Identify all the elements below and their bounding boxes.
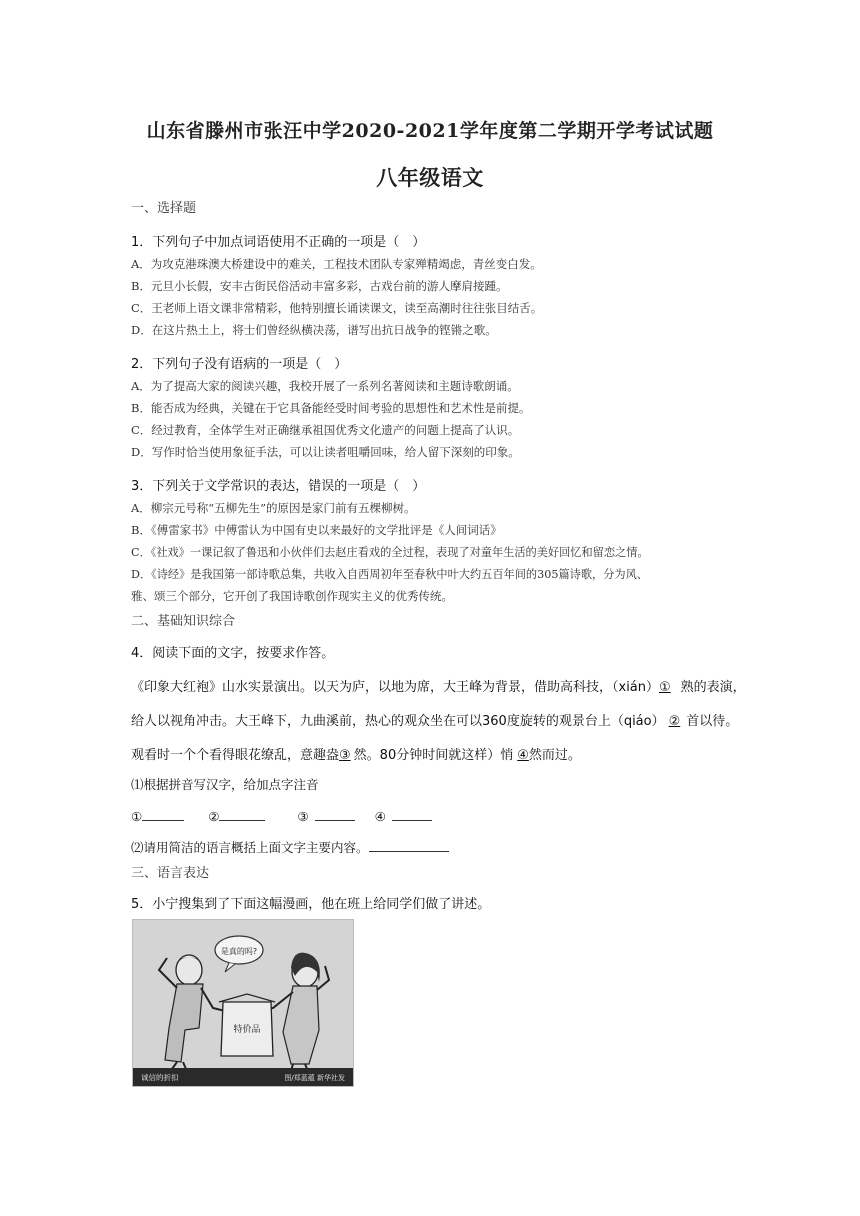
answer-blank-3[interactable]: ③ <box>297 809 354 824</box>
blank-marker-3: ③ <box>339 748 351 763</box>
question-1-option-c: C．王老师上语文课非常精彩，他特别擅长诵读课文，读至高潮时往往张目结舌。 <box>131 301 543 315</box>
question-2-stem: 2．下列句子没有语病的一项是（ ） <box>131 357 348 372</box>
blank-marker-2: ② <box>668 714 681 729</box>
box-label: 特价品 <box>233 1025 261 1035</box>
question-3-stem: 3．下列关于文学常识的表达，错误的一项是（ ） <box>131 479 426 494</box>
passage-text: 然而过。 <box>528 748 581 763</box>
question-1-option-a: A．为攻克港珠澳大桥建设中的难关，工程技术团队专家殚精竭虑，青丝变白发。 <box>131 257 542 271</box>
question-1-stem: 1．下列句子中加点词语使用不正确的一项是（ ） <box>131 235 426 250</box>
summary-answer-blank[interactable] <box>369 839 449 852</box>
caption-left: 诚信的折扣 <box>141 1073 179 1082</box>
question-1-option-d: D．在这片热土上，将士们曾经纵横决荡，谱写出抗日战争的铿锵之歌。 <box>131 323 497 337</box>
question-3-option-d: D．《诗经》是我国第一部诗歌总集，共收入自西周初年至春秋中叶大约五百年间的305篇诗歌，分为风、 <box>131 568 648 581</box>
answer-blanks-row <box>131 808 432 824</box>
question-2-option-b: B．能否成为经典，关键在于它具备能经受时间考验的思想性和艺术性是前提。 <box>131 401 531 415</box>
question-3-option-b: B．《傅雷家书》中傅雷认为中国有史以来最好的文学批评是《人间词话》 <box>131 523 502 537</box>
question-3-option-c: C．《社戏》一课记叙了鲁迅和小伙伴们去赵庄看戏的全过程，表现了对童年生活的美好回忆和留恋之情。 <box>131 546 649 559</box>
passage-text: 观看时一个个看得眼花缭乱，意趣盎 <box>131 748 340 763</box>
comic-image <box>132 919 354 1087</box>
blank-marker-4: ④ <box>517 748 529 763</box>
question-2-option-a: A．为了提高大家的阅读兴趣，我校开展了一系列名著阅读和主题诗歌朗诵。 <box>131 379 519 393</box>
section-heading-choice: 一、选择题 <box>131 201 197 216</box>
answer-blank-4[interactable]: ④ <box>375 809 432 824</box>
passage-text: 首以待。 <box>686 714 739 729</box>
blank-marker-1: ① <box>659 680 671 695</box>
question-4-passage-line-2 <box>131 710 738 729</box>
document-subtitle: 八年级语文 <box>376 165 484 190</box>
caption-right: 图/郑蓝蕴 新华社发 <box>284 1074 345 1082</box>
passage-text: 熟的表演， <box>680 680 746 695</box>
question-1-option-b: B．元旦小长假，安丰古街民俗活动丰富多彩，古戏台前的游人摩肩接踵。 <box>131 279 508 293</box>
question-3-option-a: A．柳宗元号称“五柳先生”的原因是家门前有五棵柳树。 <box>131 501 416 515</box>
question-4-stem: 4．阅读下面的文字，按要求作答。 <box>131 646 335 661</box>
answer-blank-1[interactable]: ① <box>131 809 184 824</box>
passage-text: 然。80分钟时间就这样）悄 <box>353 748 514 763</box>
question-4-sub-1: ⑴根据拼音写汉字，给加点字注音 <box>131 777 319 792</box>
passage-text: 给人以视角冲击。大王峰下，九曲溪前，热心的观众坐在可以360度旋转的观景台上（qiáo） <box>131 714 665 729</box>
question-5-stem: 5．小宁搜集到了下面这幅漫画，他在班上给同学们做了讲述。 <box>131 897 491 912</box>
section-heading-basic: 二、基础知识综合 <box>131 614 236 629</box>
bubble-text: 是真的吗? <box>220 947 258 956</box>
passage-text: 《印象大红袍》山水实景演出。以天为庐，以地为席，大王峰为背景，借助高科技，（xián） <box>131 680 660 695</box>
question-4-sub-2: ⑵请用简洁的语言概括上面文字主要内容。 <box>131 838 449 856</box>
question-2-option-c: C．经过教育，全体学生对正确继承祖国优秀文化遗产的问题上提高了认识。 <box>131 423 520 437</box>
answer-blank-2[interactable]: ② <box>208 809 265 824</box>
comic-drawing <box>133 920 353 1086</box>
document-title: 山东省滕州市张汪中学2020-2021学年度第二学期开学考试试题 <box>146 120 714 142</box>
question-4-passage-line-1 <box>131 676 746 695</box>
section-heading-expression: 三、语言表达 <box>131 866 210 881</box>
question-3-option-d-cont: 雅、颂三个部分，它开创了我国诗歌创作现实主义的优秀传统。 <box>131 589 453 603</box>
question-4-passage-line-3 <box>131 744 581 763</box>
question-2-option-d: D．写作时恰当使用象征手法，可以让读者咀嚼回味，给人留下深刻的印象。 <box>131 445 520 459</box>
